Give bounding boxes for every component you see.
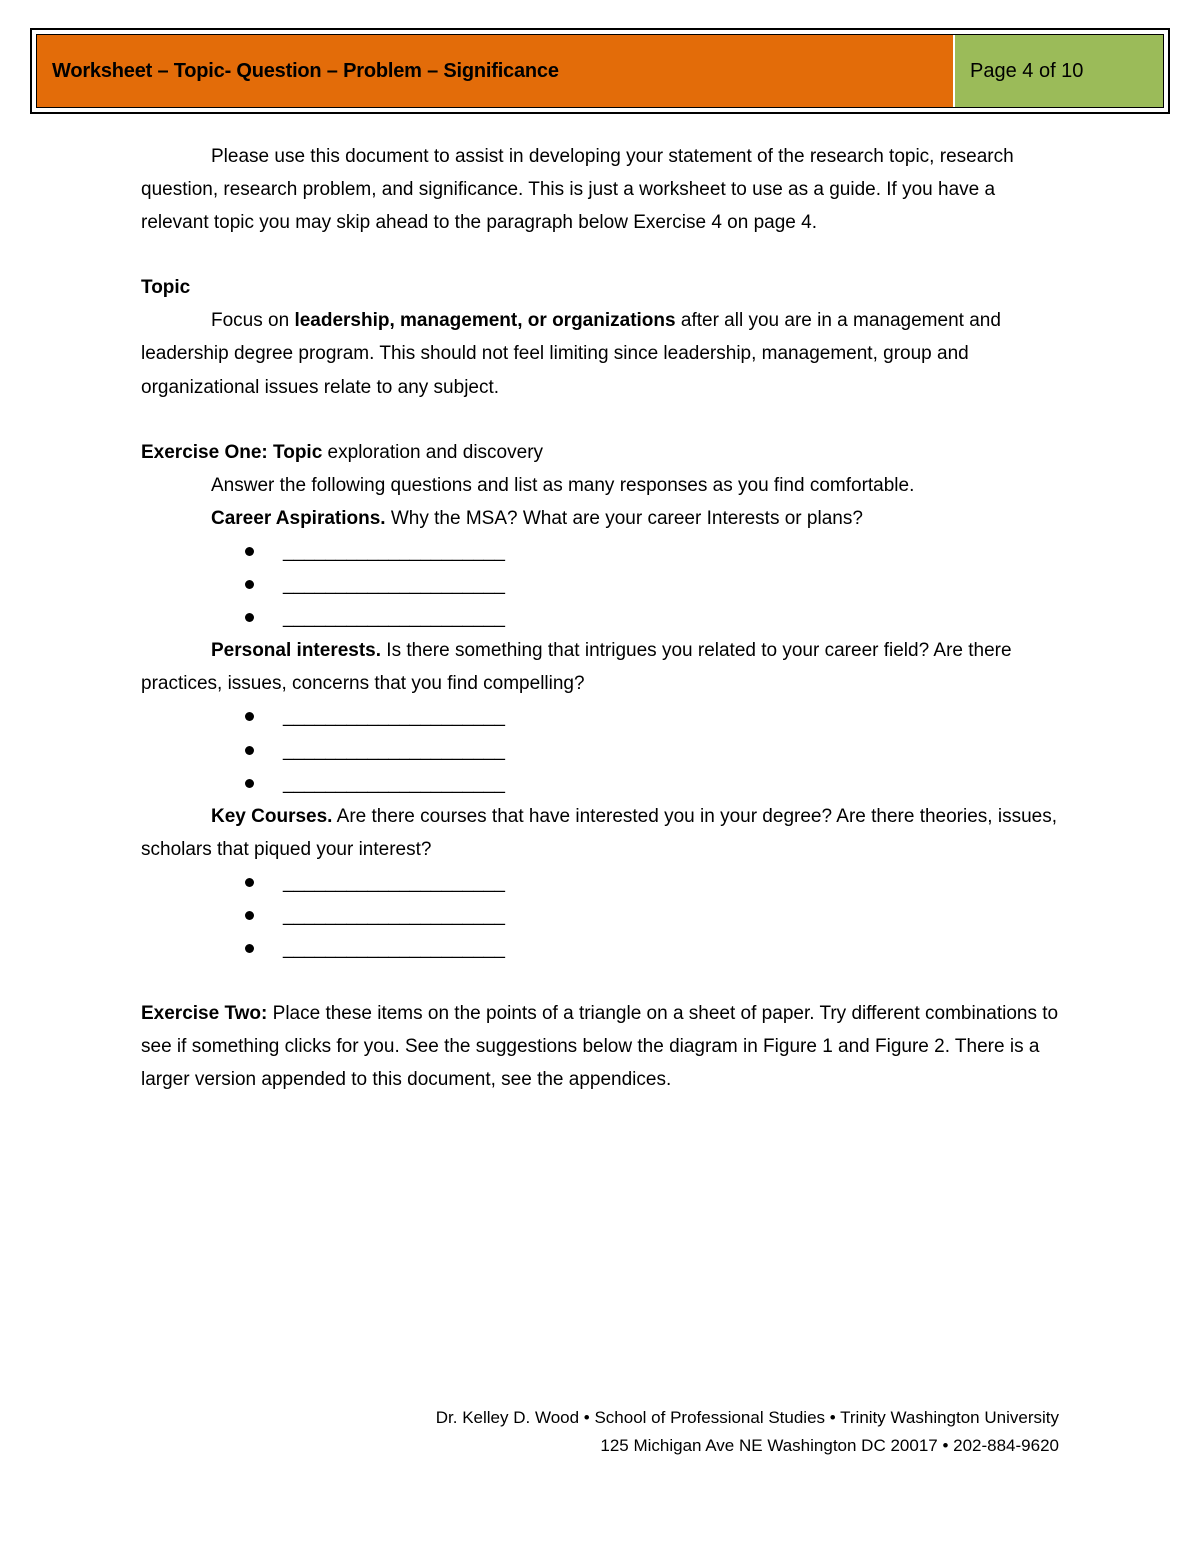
answer-blank[interactable]: _____________________ xyxy=(283,772,505,794)
answer-blank[interactable]: _____________________ xyxy=(283,938,505,960)
personal-interests-list xyxy=(141,700,1061,799)
bullet-icon xyxy=(245,911,254,920)
topic-heading-text: Topic xyxy=(141,277,191,299)
page-indicator: Page 4 of 10 xyxy=(955,35,1163,107)
topic-paragraph xyxy=(141,304,1061,403)
exercise-one-heading-bold: Exercise One: Topic xyxy=(141,441,323,463)
bullet-icon xyxy=(245,613,254,622)
answer-blank[interactable]: _____________________ xyxy=(283,607,505,629)
section-label: Personal interests. xyxy=(211,640,382,662)
section-label: Key Courses. xyxy=(211,805,333,827)
topic-emphasis: leadership, management, or organizations xyxy=(294,310,676,332)
section-text: Why the MSA? What are your career Interests or plans? xyxy=(385,507,863,529)
bullet-icon xyxy=(245,746,254,755)
exercise-two-text: Place these items on the points of a triangle on a sheet of paper. Try different combinations to see if something clicks for you. See the suggestions below the diagram in Figure 1 and Figure 2. There is a larger version appended to this document, see the appendices. xyxy=(141,1003,1059,1091)
list-item xyxy=(141,932,1061,965)
list-item xyxy=(141,535,1061,568)
bullet-icon xyxy=(245,580,254,589)
bullet-icon xyxy=(245,944,254,953)
list-item xyxy=(141,734,1061,767)
list-item xyxy=(141,899,1061,932)
bullet-icon xyxy=(245,878,254,887)
topic-rest: after all you are in a management and leadership degree program. This should not feel limiting since leadership, management, group and organizational issues relate to any subject. xyxy=(141,310,1001,398)
exercise-two-heading: Exercise Two: xyxy=(141,1003,268,1025)
exercise-one-instruction: Answer the following questions and list as many responses as you find comfortable. xyxy=(211,474,915,496)
section-text: Are there courses that have interested you in your degree? Are there theories, issues, scholars that piqued your interest? xyxy=(141,805,1057,860)
header-bar xyxy=(36,34,1164,108)
list-item xyxy=(141,568,1061,601)
answer-blank[interactable]: _____________________ xyxy=(283,574,505,596)
topic-heading xyxy=(141,271,1061,304)
exercise-two-paragraph xyxy=(141,997,1061,1096)
career-aspirations-prompt xyxy=(141,502,1061,535)
page-footer xyxy=(436,1404,1059,1460)
answer-blank[interactable]: _____________________ xyxy=(283,540,505,562)
bullet-icon xyxy=(245,712,254,721)
answer-blank[interactable]: _____________________ xyxy=(283,739,505,761)
exercise-one-heading-rest: exploration and discovery xyxy=(322,441,544,463)
document-body xyxy=(141,140,1061,1096)
bullet-icon xyxy=(245,547,254,556)
career-aspirations-list xyxy=(141,535,1061,634)
intro-paragraph: Please use this document to assist in developing your statement of the research topic, research question, research problem, and significance. This is just a worksheet to use as a guide. If you have a relevant topic you may skip ahead to the paragraph below Exercise 4 on page 4. xyxy=(141,146,1014,234)
list-item xyxy=(141,767,1061,800)
bullet-icon xyxy=(245,779,254,788)
key-courses-prompt xyxy=(141,800,1061,866)
personal-interests-prompt xyxy=(141,634,1061,700)
exercise-one-heading xyxy=(141,436,1061,469)
header-frame xyxy=(30,28,1170,114)
answer-blank[interactable]: _____________________ xyxy=(283,871,505,893)
topic-lead: Focus on xyxy=(211,310,295,332)
list-item xyxy=(141,601,1061,634)
list-item xyxy=(141,700,1061,733)
footer-author-line: Dr. Kelley D. Wood • School of Professional Studies • Trinity Washington University xyxy=(435,1408,1059,1427)
answer-blank[interactable]: _____________________ xyxy=(283,904,505,926)
header-title: Worksheet – Topic- Question – Problem – Significance xyxy=(37,35,955,107)
key-courses-list xyxy=(141,866,1061,965)
footer-address-line: 125 Michigan Ave NE Washington DC 20017 • 202-884-9620 xyxy=(600,1436,1059,1455)
list-item xyxy=(141,866,1061,899)
answer-blank[interactable]: _____________________ xyxy=(283,706,505,728)
section-text: Is there something that intrigues you related to your career field? Are there practices, issues, concerns that you find compelling? xyxy=(141,640,1012,695)
section-label: Career Aspirations. xyxy=(211,507,386,529)
